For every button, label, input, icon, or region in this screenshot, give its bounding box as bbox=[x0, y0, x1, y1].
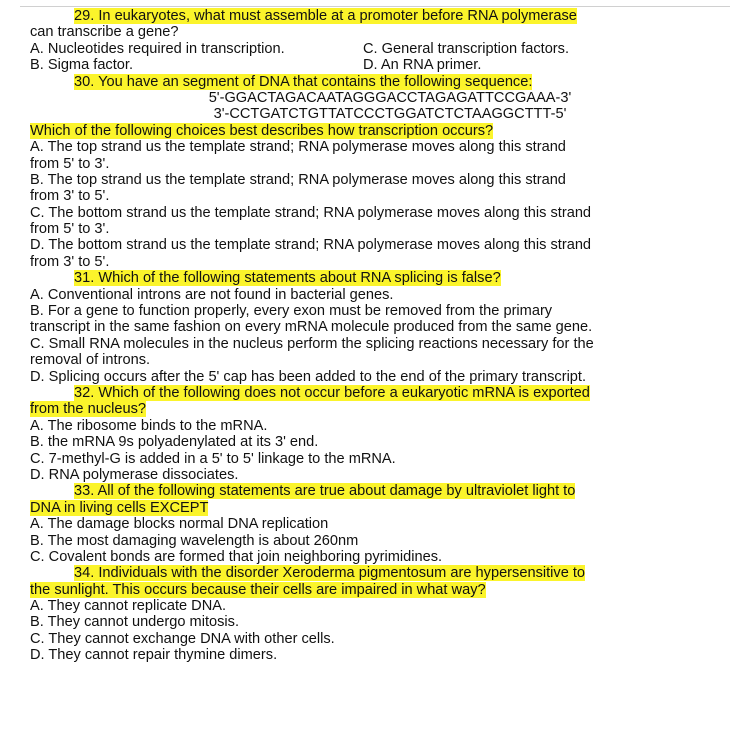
option-34-a: A. They cannot replicate DNA. bbox=[30, 598, 227, 615]
option-32-a: A. The ribosome binds to the mRNA. bbox=[30, 417, 268, 434]
option-33-c: C. Covalent bonds are formed that join neighboring pyrimidines. bbox=[30, 548, 443, 565]
option-34-b: B. They cannot undergo mitosis. bbox=[30, 614, 240, 631]
question-34-stem: 34. Individuals with the disorder Xeroderma pigmentosum are hypersensitive to bbox=[74, 565, 586, 582]
dna-sequence-bottom: 3'-CCTGATCTGTTATCCCTGGATCTCTAAGGCTTT-5' bbox=[213, 106, 567, 123]
option-31-d: D. Splicing occurs after the 5' cap has been added to the end of the primary transcript. bbox=[30, 368, 587, 385]
option-31-b: B. For a gene to function properly, every exon must be removed from the primary bbox=[30, 303, 553, 320]
dna-sequence-top: 5'-GGACTAGACAATAGGGACCTAGAGATTCCGAAA-3' bbox=[208, 89, 572, 106]
option-29-c: C. General transcription factors. bbox=[363, 40, 570, 57]
option-31-c-cont: removal of introns. bbox=[30, 352, 151, 369]
top-divider bbox=[20, 6, 730, 7]
option-30-d: D. The bottom strand us the template strand; RNA polymerase moves along this strand bbox=[30, 237, 592, 254]
option-29-b: B. Sigma factor. bbox=[30, 57, 134, 74]
question-33-stem-cont: DNA in living cells EXCEPT bbox=[30, 499, 209, 516]
question-31-stem: 31. Which of the following statements about RNA splicing is false? bbox=[74, 270, 501, 287]
question-34-stem-cont: the sunlight. This occurs because their cells are impaired in what way? bbox=[30, 581, 486, 598]
option-31-c: C. Small RNA molecules in the nucleus perform the splicing reactions necessary for the bbox=[30, 335, 594, 352]
option-29-a: A. Nucleotides required in transcription. bbox=[30, 40, 285, 57]
option-30-d-cont: from 3' to 5'. bbox=[30, 253, 110, 270]
question-30-stem: 30. You have an segment of DNA that contains the following sequence: bbox=[74, 73, 533, 90]
question-33 bbox=[30, 483, 720, 565]
option-30-b-cont: from 3' to 5'. bbox=[30, 188, 110, 205]
option-34-c: C. They cannot exchange DNA with other cells. bbox=[30, 630, 335, 647]
question-30 bbox=[30, 74, 720, 271]
option-30-b: B. The top strand us the template strand; RNA polymerase moves along this strand bbox=[30, 171, 566, 188]
option-29-d: D. An RNA primer. bbox=[363, 57, 482, 74]
question-31 bbox=[30, 270, 720, 385]
option-30-a: A. The top strand us the template strand; RNA polymerase moves along this strand bbox=[30, 139, 566, 156]
option-31-b-cont: transcript in the same fashion on every mRNA molecule produced from the same gene. bbox=[30, 319, 593, 336]
option-30-c: C. The bottom strand us the template strand; RNA polymerase moves along this strand bbox=[30, 204, 592, 221]
question-34 bbox=[30, 565, 720, 663]
option-33-b: B. The most damaging wavelength is about 260nm bbox=[30, 532, 359, 549]
question-30-stem-cont: Which of the following choices best describes how transcription occurs? bbox=[30, 122, 494, 139]
question-32 bbox=[30, 385, 720, 483]
question-33-stem: 33. All of the following statements are true about damage by ultraviolet light to bbox=[74, 483, 576, 500]
option-31-a: A. Conventional introns are not found in bacterial genes. bbox=[30, 286, 394, 303]
option-30-a-cont: from 5' to 3'. bbox=[30, 155, 110, 172]
option-33-a: A. The damage blocks normal DNA replication bbox=[30, 516, 329, 533]
quiz-document bbox=[30, 8, 720, 664]
option-32-c: C. 7-methyl-G is added in a 5' to 5' linkage to the mRNA. bbox=[30, 450, 396, 467]
option-30-c-cont: from 5' to 3'. bbox=[30, 221, 110, 238]
option-34-d: D. They cannot repair thymine dimers. bbox=[30, 647, 278, 664]
question-32-stem-cont: from the nucleus? bbox=[30, 401, 147, 418]
question-29-stem: 29. In eukaryotes, what must assemble at a promoter before RNA polymerase bbox=[74, 8, 577, 24]
option-32-d: D. RNA polymerase dissociates. bbox=[30, 466, 239, 483]
question-32-stem: 32. Which of the following does not occur before a eukaryotic mRNA is exported bbox=[74, 384, 590, 401]
question-29-stem-cont: can transcribe a gene? bbox=[30, 24, 179, 41]
option-32-b: B. the mRNA 9s polyadenylated at its 3' end. bbox=[30, 434, 319, 451]
question-29 bbox=[30, 8, 720, 74]
